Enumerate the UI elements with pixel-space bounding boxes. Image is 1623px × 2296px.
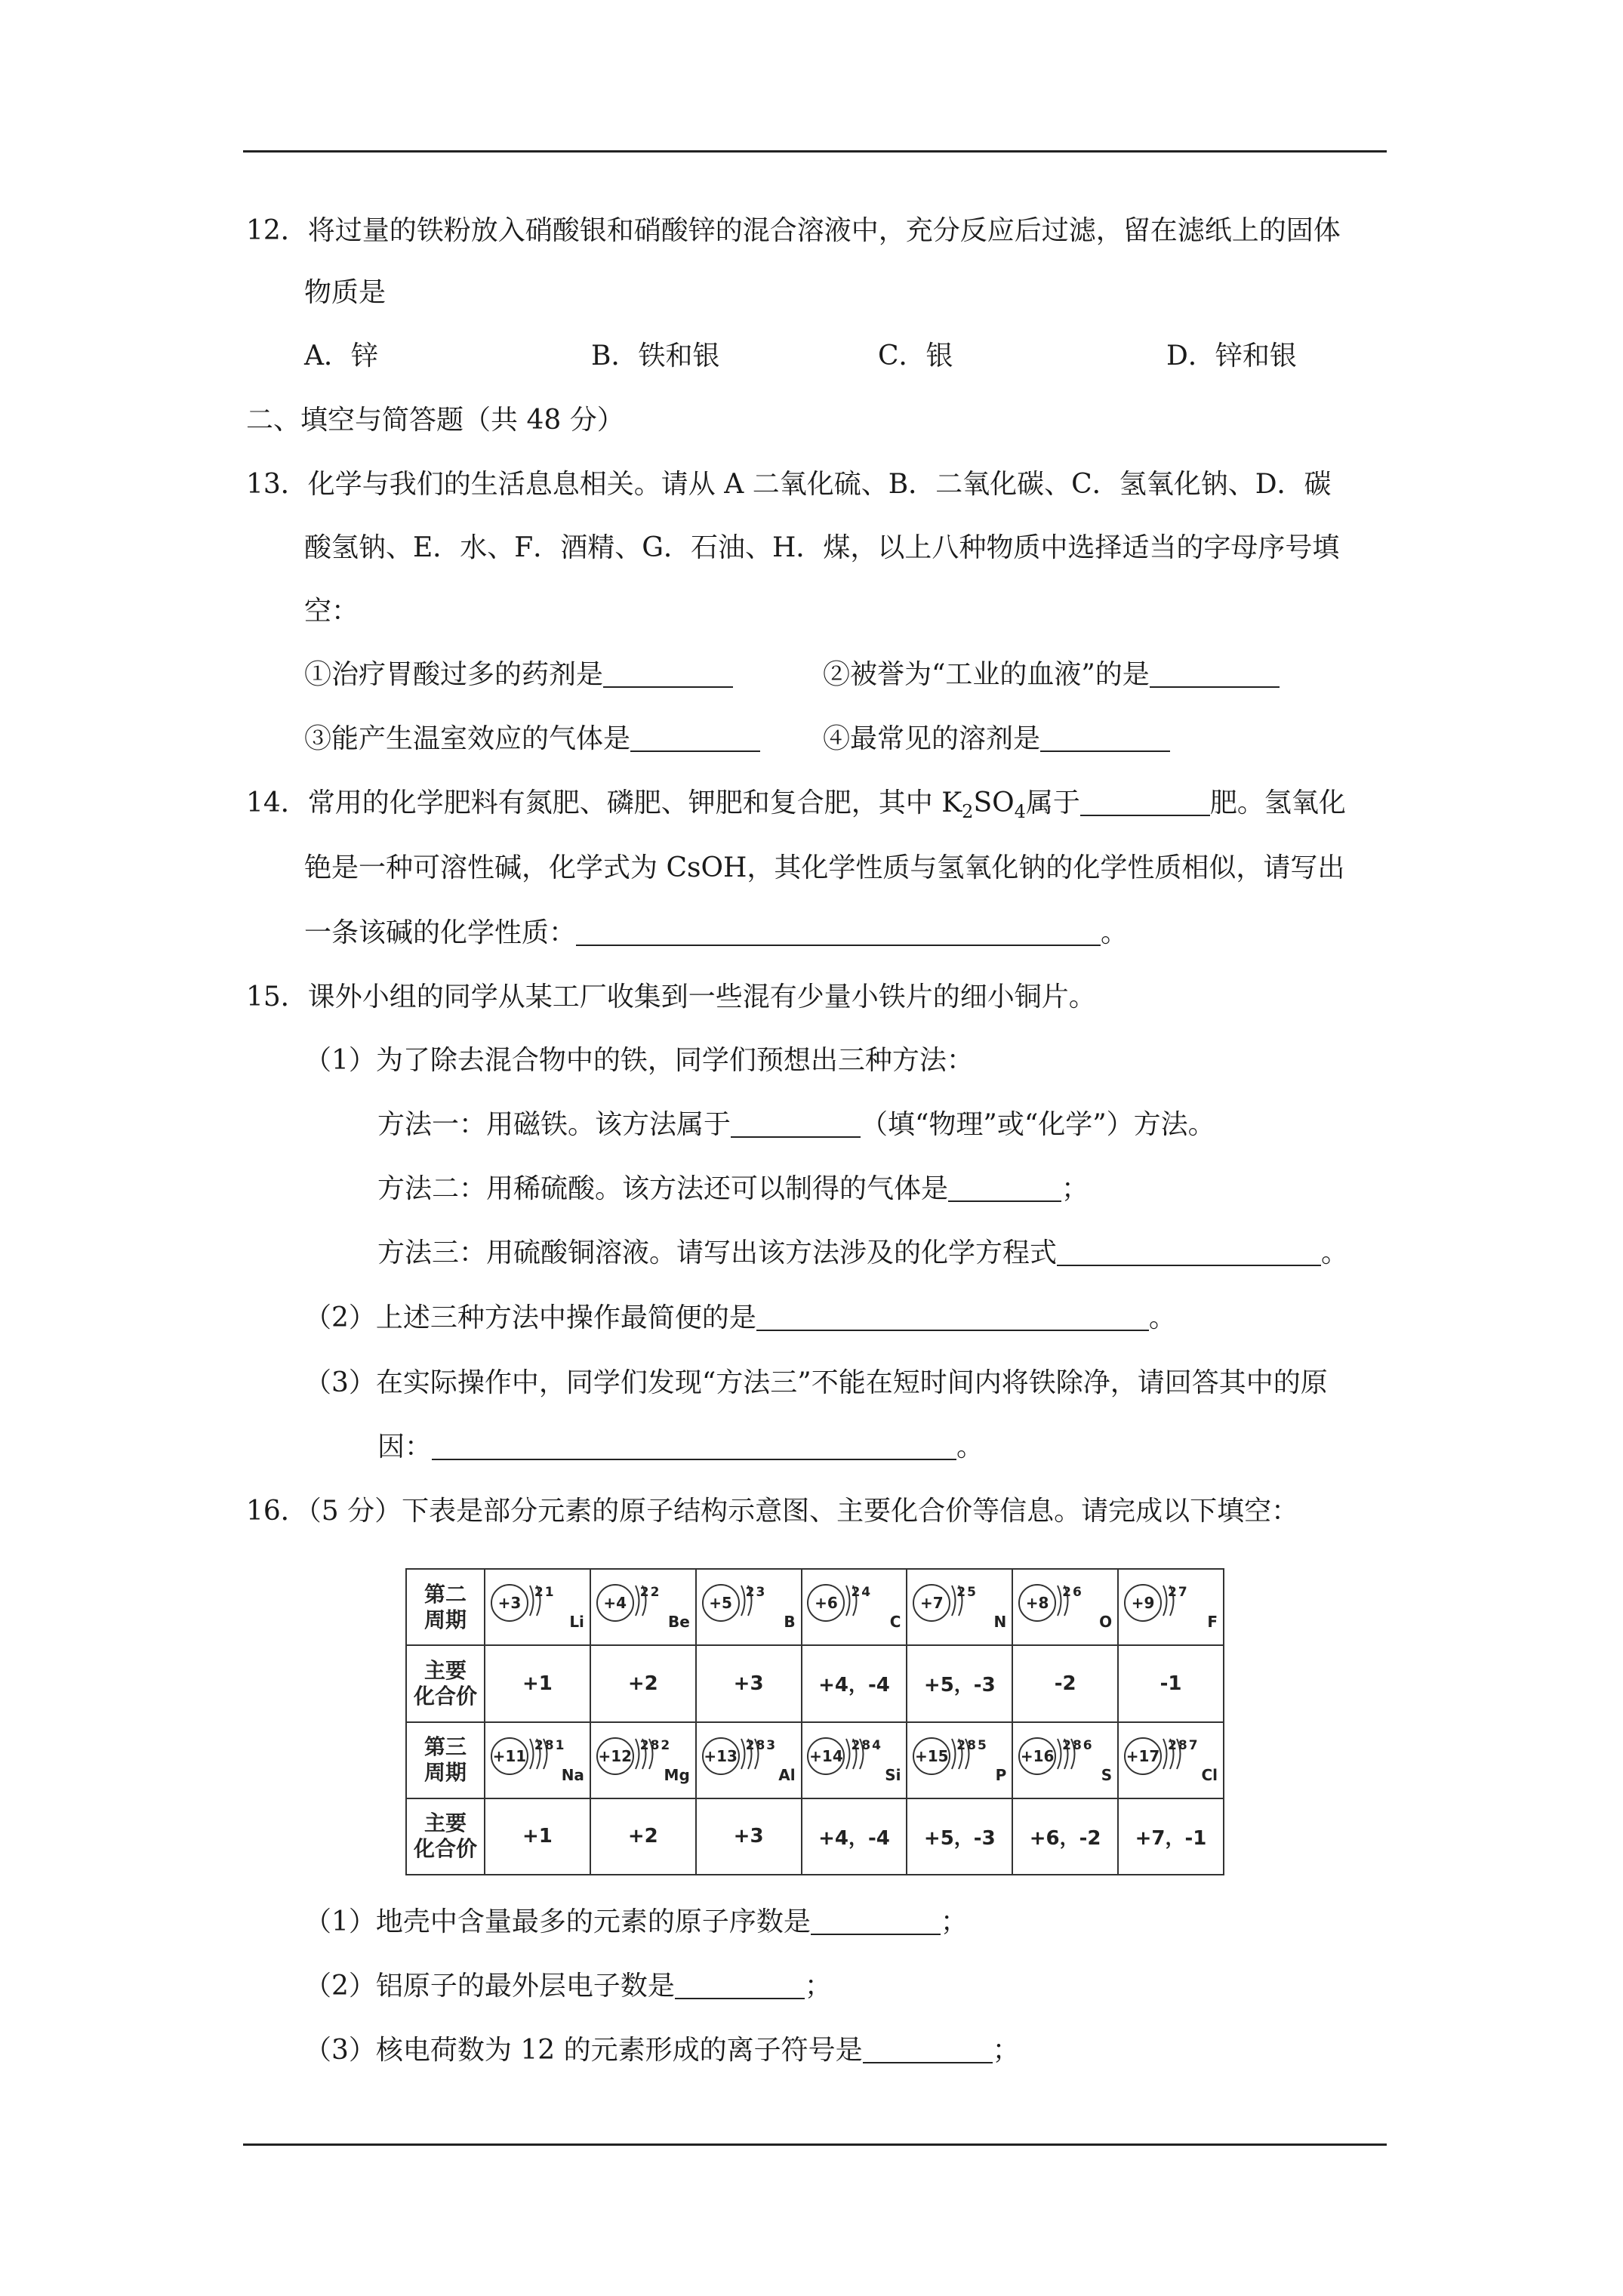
valence-cell: -1: [1118, 1645, 1224, 1721]
nucleus: +15: [913, 1737, 950, 1775]
element-symbol: Mg: [664, 1765, 690, 1784]
q14-line1-part-b: SO: [973, 787, 1015, 818]
q15-method1-hint: （填“物理”或“化学”）方法。: [861, 1109, 1215, 1140]
nucleus: +3: [491, 1584, 528, 1622]
valence2-row: [406, 1645, 1224, 1721]
q15-method2-text: 方法二：用稀硫酸。该方法还可以制得的气体是: [377, 1173, 949, 1204]
q13-item-1: [304, 657, 733, 693]
electron-counts: 27: [1168, 1585, 1189, 1601]
atom-diagram: [593, 1727, 693, 1787]
valence-cell: +2: [590, 1798, 696, 1875]
valence-cell: +2: [590, 1645, 696, 1721]
q15-method3: [377, 1235, 1348, 1271]
valence-cell: +4，-4: [802, 1645, 907, 1721]
element-symbol: P: [995, 1765, 1007, 1784]
q13-text-line3: 空：: [304, 596, 359, 627]
q12-text-line2: 物质是: [304, 277, 387, 308]
atom-diagram: [804, 1727, 904, 1787]
q14-line3-label: 一条该碱的化学性质：: [304, 917, 577, 948]
q13-answer-blank-2[interactable]: [1150, 661, 1280, 688]
atom-diagram: [1121, 1727, 1221, 1787]
valence3-row: [406, 1798, 1224, 1875]
element-symbol: Cl: [1201, 1765, 1218, 1784]
nucleus: +5: [702, 1584, 740, 1622]
q12-option-c[interactable]: C．银: [878, 341, 953, 371]
q15-part3-label: 因：: [377, 1432, 433, 1462]
q16-sub3: [304, 2032, 1020, 2069]
q14-line1-part-a: 14．常用的化学肥料有氮肥、磷肥、钾肥和复合肥，其中 K: [246, 787, 962, 818]
atom-diagram: [1015, 1573, 1115, 1634]
atom-cell: [696, 1569, 802, 1645]
nucleus: +8: [1018, 1584, 1056, 1622]
q16-sub1: [304, 1904, 968, 1940]
atom-diagram: [593, 1573, 693, 1634]
electron-counts: 285: [956, 1737, 988, 1753]
q13-answer-blank-4[interactable]: [1040, 725, 1170, 752]
q13-item-2: [823, 657, 1280, 693]
q14-text-line2: 铯是一种可溶性碱，化学式为 CsOH，其化学性质与氢氧化钠的化学性质相似，请写出: [304, 852, 1345, 883]
element-symbol: Al: [778, 1765, 796, 1784]
q16-sub1-end: ；: [940, 1906, 968, 1937]
q16-answer-blank-1[interactable]: [811, 1908, 941, 1935]
q15-method2-end: ；: [1061, 1173, 1089, 1204]
valence-cell: +4，-4: [802, 1798, 907, 1875]
atom-diagram: [910, 1727, 1009, 1787]
q13-text-line1: 13．化学与我们的生活息息相关。请从 A 二氧化硫、B．二氧化碳、C．氢氧化钠、D．碳: [246, 469, 1332, 500]
valence3-header: 主要 化合价: [406, 1798, 485, 1875]
electron-counts: 26: [1062, 1585, 1083, 1601]
q13-item-3: [304, 721, 760, 757]
q16-sub3-text: （3）核电荷数为 12 的元素形成的离子符号是: [304, 2035, 863, 2066]
q13-text-line2: 酸氢钠、E．水、F．酒精、G．石油、H．煤，以上八种物质中选择适当的字母序号填: [304, 532, 1340, 563]
electron-counts: 286: [1062, 1737, 1094, 1753]
q12-text-line1: 12．将过量的铁粉放入硝酸银和硝酸锌的混合溶液中，充分反应后过滤，留在滤纸上的固体: [246, 215, 1341, 246]
electron-counts: 25: [956, 1585, 978, 1601]
element-symbol: Be: [667, 1613, 690, 1632]
q16-sub2-text: （2）铝原子的最外层电子数是: [304, 1971, 675, 2002]
q14-subscript-2: 4: [1014, 801, 1026, 822]
q16-text-line1: 16．（5 分）下表是部分元素的原子结构示意图、主要化合价等信息。请完成以下填空：: [246, 1496, 1299, 1527]
q15-method1-text: 方法一：用磁铁。该方法属于: [377, 1109, 731, 1140]
q15-method2: [377, 1171, 1089, 1207]
q14-text-line1: [246, 785, 1346, 821]
electron-counts: 283: [745, 1737, 778, 1753]
nucleus: +7: [913, 1584, 950, 1622]
element-symbol: S: [1101, 1765, 1113, 1784]
valence-cell: +6，-2: [1012, 1798, 1118, 1875]
valence-cell: +5，-3: [907, 1798, 1012, 1875]
electron-counts: 282: [639, 1737, 672, 1753]
q13-item-2-label: ②被誉为“工业的血液”的是: [823, 659, 1150, 690]
atom-cell: [1118, 1569, 1224, 1645]
atom-cell: [485, 1569, 590, 1645]
valence-cell: +1: [485, 1798, 590, 1875]
q15-method3-text: 方法三：用硫酸铜溶液。请写出该方法涉及的化学方程式: [377, 1237, 1058, 1268]
q12-option-d[interactable]: D．锌和银: [1166, 341, 1297, 371]
q13-answer-blank-3[interactable]: [630, 725, 760, 752]
q16-sub2: [304, 1968, 832, 2005]
q16-sub3-end: ；: [992, 2035, 1020, 2066]
element-symbol: F: [1207, 1613, 1218, 1632]
atom-diagram: [910, 1573, 1009, 1634]
q16-sub1-text: （1）地壳中含量最多的元素的原子序数是: [304, 1906, 811, 1937]
atom-cell: [1012, 1722, 1118, 1798]
element-symbol: N: [993, 1613, 1007, 1632]
atom-diagram: [488, 1573, 587, 1634]
valence-cell: +1: [485, 1645, 590, 1721]
q15-part1: （1）为了除去混合物中的铁，同学们预想出三种方法：: [304, 1045, 974, 1076]
atom-diagram: [699, 1573, 799, 1634]
nucleus: +6: [807, 1584, 845, 1622]
q15-part3-line1: （3）在实际操作中，同学们发现“方法三”不能在短时间内将铁除净，请回答其中的原: [304, 1367, 1328, 1398]
electron-counts: 281: [534, 1737, 566, 1753]
q13-item-1-label: ①治疗胃酸过多的药剂是: [304, 659, 604, 690]
atom-cell: [590, 1722, 696, 1798]
q13-answer-blank-1[interactable]: [603, 661, 733, 688]
nucleus: +16: [1018, 1737, 1056, 1775]
atom-cell: [590, 1569, 696, 1645]
valence-cell: +3: [696, 1798, 802, 1875]
q15-answer-blank-3[interactable]: [1057, 1239, 1321, 1266]
section-heading: 二、填空与简答题（共 48 分）: [246, 405, 624, 436]
electron-counts: 21: [534, 1585, 556, 1601]
electron-counts: 24: [851, 1585, 873, 1601]
atom-cell: [1118, 1722, 1224, 1798]
element-symbol: Si: [885, 1765, 901, 1784]
element-symbol: Li: [569, 1613, 584, 1632]
q15-part2: [304, 1300, 1176, 1336]
q16-answer-blank-3[interactable]: [863, 2036, 993, 2063]
q14-line1-part-d: 肥。氢氧化: [1209, 787, 1346, 818]
nucleus: +4: [596, 1584, 634, 1622]
atom-diagram: [1015, 1727, 1115, 1787]
q15-answer-blank-5[interactable]: [432, 1433, 956, 1460]
atom-cell: [907, 1569, 1012, 1645]
electron-counts: 287: [1168, 1737, 1200, 1753]
electron-counts: 23: [745, 1585, 767, 1601]
q15-method3-end: 。: [1321, 1237, 1349, 1268]
footer-rule: [243, 2143, 1387, 2146]
atom-cell: [485, 1722, 590, 1798]
nucleus: +12: [596, 1737, 634, 1775]
atom-diagram: [1121, 1573, 1221, 1634]
q14-answer-blank-2[interactable]: [576, 919, 1101, 946]
q13-item-4-label: ④最常见的溶剂是: [823, 723, 1041, 754]
q14-subscript-1: 2: [962, 801, 974, 822]
q16-answer-blank-2[interactable]: [675, 1972, 805, 1999]
valence-cell: +3: [696, 1645, 802, 1721]
q14-text-line3: [304, 915, 1128, 951]
nucleus: +17: [1124, 1737, 1162, 1775]
element-symbol: O: [1099, 1613, 1113, 1632]
q15-text-line1: 15．课外小组的同学从某工厂收集到一些混有少量小铁片的细小铜片。: [246, 982, 1096, 1012]
header-rule: [243, 150, 1387, 153]
element-symbol: Na: [561, 1765, 584, 1784]
q14-line3-end: 。: [1101, 917, 1129, 948]
valence-cell: +5，-3: [907, 1645, 1012, 1721]
q15-part2-end: 。: [1148, 1302, 1176, 1333]
nucleus: +11: [491, 1737, 528, 1775]
atom-cell: [802, 1569, 907, 1645]
atom-cell: [1012, 1569, 1118, 1645]
q13-item-3-label: ③能产生温室效应的气体是: [304, 723, 631, 754]
electron-counts: 22: [639, 1585, 661, 1601]
period2-row: [406, 1569, 1224, 1645]
atom-diagram: [488, 1727, 587, 1787]
q15-part3-line2: [377, 1429, 984, 1465]
q12-option-a[interactable]: A．锌: [304, 341, 378, 371]
atom-cell: [907, 1722, 1012, 1798]
valence-cell: +7，-1: [1118, 1798, 1224, 1875]
q15-part3-end: 。: [956, 1432, 984, 1462]
valence2-header: 主要 化合价: [406, 1645, 485, 1721]
q14-answer-blank-1[interactable]: [1080, 789, 1210, 816]
element-symbol: C: [889, 1613, 901, 1632]
period3-row: [406, 1722, 1224, 1798]
q15-answer-blank-2[interactable]: [948, 1175, 1061, 1202]
q16-sub2-end: ；: [804, 1971, 832, 2002]
element-symbol: B: [784, 1613, 796, 1632]
q15-method1: [377, 1107, 1215, 1143]
q15-part2-text: （2）上述三种方法中操作最简便的是: [304, 1302, 756, 1333]
q14-line1-part-c: 属于: [1025, 787, 1080, 818]
q12-option-b[interactable]: B．铁和银: [591, 341, 720, 371]
element-table: [405, 1568, 1224, 1875]
period2-header: 第二 周期: [406, 1569, 485, 1645]
q15-answer-blank-1[interactable]: [731, 1111, 861, 1138]
nucleus: +9: [1124, 1584, 1162, 1622]
valence-cell: -2: [1012, 1645, 1118, 1721]
q15-answer-blank-4[interactable]: [756, 1304, 1149, 1331]
electron-counts: 284: [851, 1737, 882, 1753]
nucleus: +13: [702, 1737, 740, 1775]
nucleus: +14: [807, 1737, 845, 1775]
atom-diagram: [699, 1727, 799, 1787]
atom-diagram: [804, 1573, 904, 1634]
atom-cell: [802, 1722, 907, 1798]
atom-cell: [696, 1722, 802, 1798]
q13-item-4: [823, 721, 1170, 757]
period3-header: 第三 周期: [406, 1722, 485, 1798]
